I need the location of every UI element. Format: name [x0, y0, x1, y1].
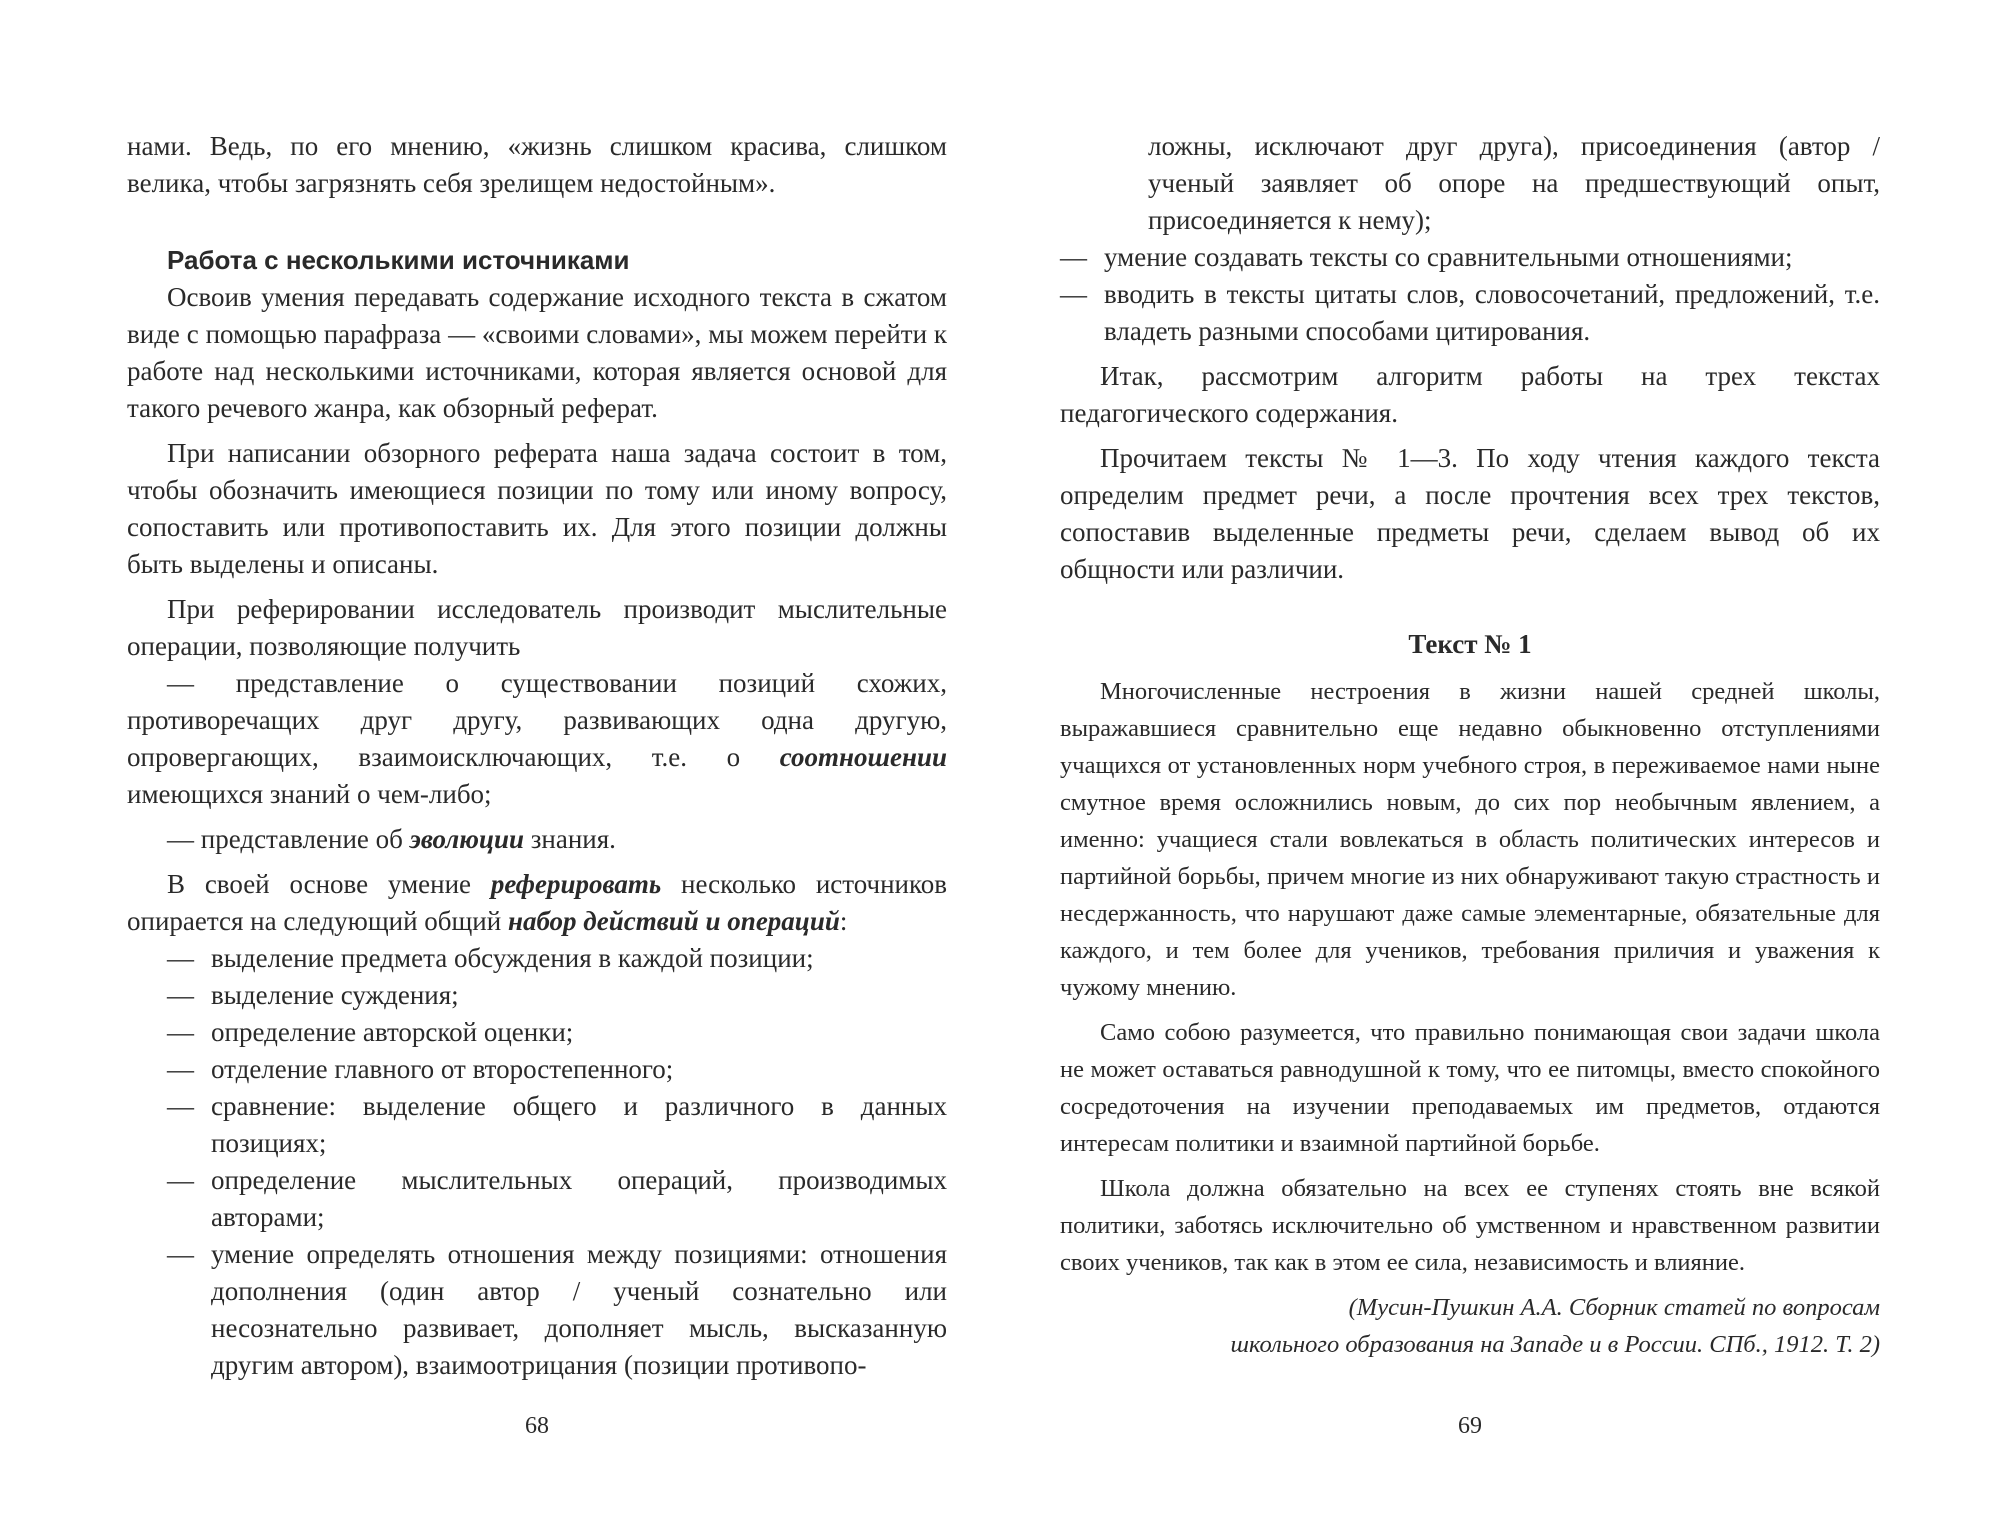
list-item: — выделение предмета обсуждения в каждой позиции; [167, 943, 814, 973]
dash-mark: — [167, 668, 194, 698]
right-paragraph-2: Прочитаем тексты № 1—3. По ходу чтения каждого текста определим предмет речи, а после прочтения всех трех текстов, сопоставив выделенные предметы речи, сделаем вывод об их общности или различии. [1060, 443, 1880, 584]
emphasis-soothnoshenii: соотношении [779, 742, 947, 772]
page-number-right: 69 [1458, 1413, 1482, 1439]
left-paragraph-1: Освоив умения передавать содержание исходного текста в сжатом виде с помощью парафраза — «своими словами», мы можем перейти к работе над несколькими источниками, которая является основой для такого речевого жанра, как обзорный реферат. [127, 282, 947, 423]
quoted-text-paragraph-2: Само собою разумеется, что правильно понимающая свои задачи школа не может оставаться равнодушной к тому, что ее питомцы, вместо спокойного сосредоточения на изучении преподаваемых им предметов, отдаются интересам политики и взаимной партийной борьбе. [1060, 1019, 1880, 1157]
quoted-text-paragraph-1: Многочисленные нестроения в жизни нашей средней школы, выражавшиеся сравнительно еще недавно обыкновенно отступлениями учащихся от установленных норм учебного строя, в переживаемое нами ныне смутное время осложнились новым, до сих пор необычным явлением, а именно: учащиеся стали вовлекаться в область политических интересов и партийной борьбы, причем многие из них обнаруживают такую страстность и несдержанность, что нарушают даже самые элементарные, обязательные для каждого, и тем более для учеников, требования приличия и уважения к чужому мнению. [1060, 678, 1880, 1001]
left-paragraph-3: При реферировании исследователь производит мыслительные операции, позволяющие получить [127, 594, 947, 661]
emphasis-referirovat: реферировать [490, 869, 662, 899]
left-paragraph-4: — представление о существовании позиций схожих, противоречащих друг другу, развивающих одна другую, опровергающих, взаимоисключающих, т.е. о соотношении имеющихся знаний о чем-либо; [127, 668, 947, 809]
list-item: — умение определять отношения между позициями: отношения дополнения (один автор / ученый сознательно или несознательно развивает, дополняет мысль, высказанную другим автором), взаимоотрицания (позиции противопо- [167, 1239, 947, 1380]
right-paragraph-1: Итак, рассмотрим алгоритм работы на трех текстах педагогического содержания. [1060, 361, 1880, 428]
citation [1060, 1289, 1880, 1363]
left-paragraph-2: При написании обзорного реферата наша задача состоит в том, чтобы обозначить имеющиеся позиции по тому или иному вопросу, сопоставить или противопоставить их. Для этого позиции должны быть выделены и описаны. [127, 438, 947, 579]
right-page-body [1060, 128, 1880, 1363]
text-title: Текст № 1 [1408, 629, 1532, 659]
left-page [127, 0, 947, 1519]
left-paragraph-5: — представление об эволюции знания. [167, 824, 616, 854]
right-page [1060, 0, 1880, 1519]
operations-list [127, 940, 947, 1384]
emphasis-evolyutsii: эволюции [409, 824, 524, 854]
list-item: — умение создавать тексты со сравнительными отношениями; [1060, 242, 1793, 272]
page-number-left: 68 [525, 1413, 549, 1439]
left-paragraph-6: В своей основе умение реферировать несколько источников опирается на следующий общий набор действий и операций: [127, 869, 947, 936]
skills-list [1060, 239, 1880, 350]
left-page-body [127, 128, 947, 1384]
list-item: — определение мыслительных операций, производимых авторами; [167, 1165, 947, 1232]
emphasis-nabor-deistvii: набор действий и операций [507, 906, 840, 936]
list-item: — сравнение: выделение общего и различного в данных позициях; [167, 1091, 947, 1158]
list-item: — отделение главного от второстепенного; [167, 1054, 674, 1084]
citation-line-1: (Мусин-Пушкин А.А. Сборник статей по вопросам [1348, 1294, 1880, 1321]
section-heading: Работа с несколькими источниками [167, 245, 630, 275]
list-item: — выделение суждения; [167, 980, 459, 1010]
quoted-text-paragraph-3: Школа должна обязательно на всех ее ступенях стоять вне всякой политики, заботясь исключительно об умственном и нравственном развитии своих учеников, так как в этом ее сила, независимость и влияние. [1060, 1175, 1880, 1276]
right-continuation: ложны, исключают друг друга), присоединения (автор / ученый заявляет об опоре на предшествующий опыт, присоединяется к нему); [1148, 131, 1880, 235]
left-intro-paragraph: нами. Ведь, по его мнению, «жизнь слишком красива, слишком велика, чтобы загрязнять себя зрелищем недостойным». [127, 131, 947, 198]
list-item: — вводить в тексты цитаты слов, словосочетаний, предложений, т.е. владеть разными способами цитирования. [1060, 279, 1880, 346]
list-item: — определение авторской оценки; [167, 1017, 574, 1047]
citation-line-2: школьного образования на Западе и в России. СПб., 1912. Т. 2) [1230, 1331, 1880, 1358]
